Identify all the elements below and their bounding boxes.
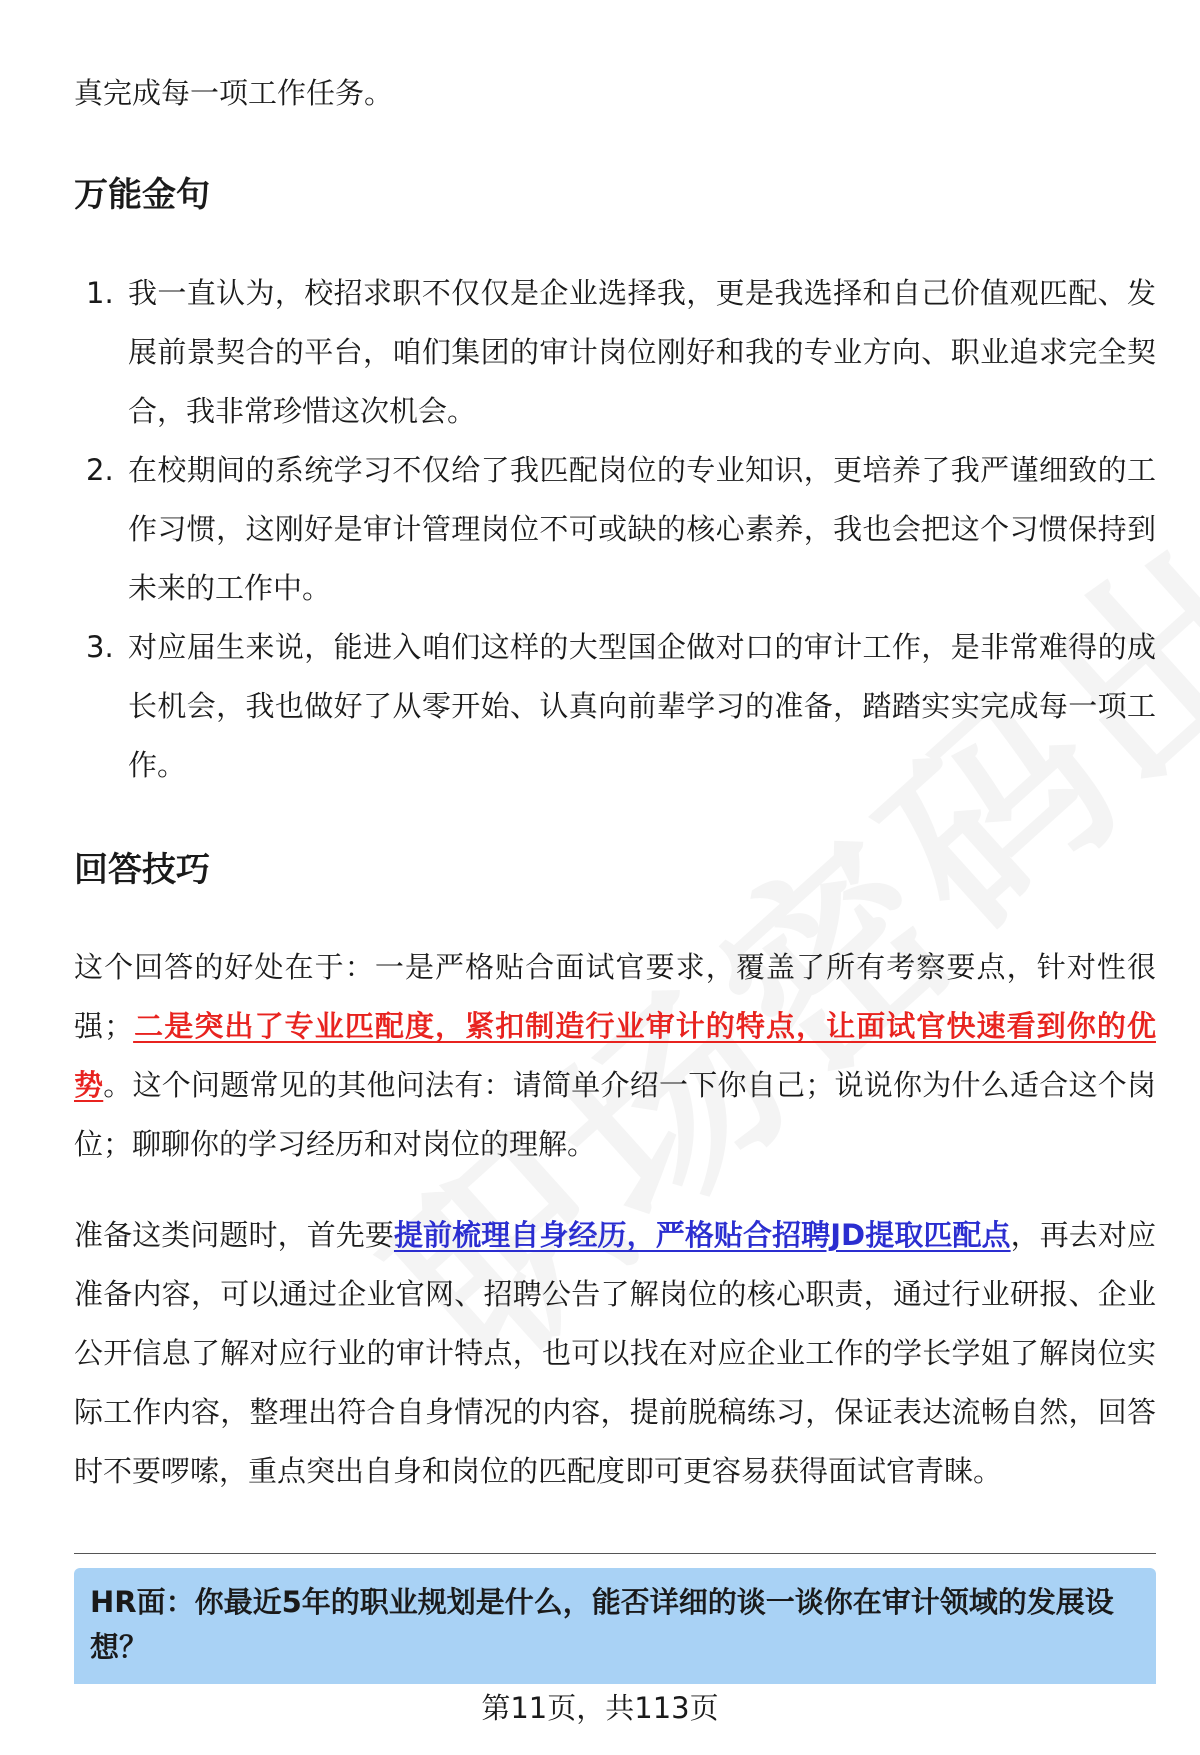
tips-text: 这个回答的好处在于：一是严格贴合面试官要求，覆盖了所有考察要点，针对性很强； [74, 950, 1156, 1043]
intro-paragraph: 真完成每一项工作任务。 [74, 76, 394, 110]
divider [74, 1553, 1156, 1554]
golden-sentences-list [74, 264, 1156, 795]
list-item [74, 441, 1156, 618]
list-item-number: 2. [86, 453, 114, 487]
tips-text: ，再去对应准备内容，可以通过企业官网、招聘公告了解岗位的核心职责，通过行业研报、企业公开信息了解对应行业的审计特点，也可以找在对应企业工作的学长学姐了解岗位实际工作内容，整理出符合自身情况的内容，提前脱稿练习，保证表达流畅自然，回答时不要啰嗦，重点突出自身和岗位的匹配度即可更容易获得面试官青睐。 [74, 1218, 1156, 1488]
tips-paragraph-1 [74, 938, 1156, 1174]
list-item-text: 在校期间的系统学习不仅给了我匹配岗位的专业知识，更培养了我严谨细致的工作习惯，这刚好是审计管理岗位不可或缺的核心素养，我也会把这个习惯保持到未来的工作中。 [128, 453, 1156, 605]
red-emphasis-text: 二是突出了专业匹配度，紧扣制造行业审计的特点，让面试官快速看到你的优势 [74, 1009, 1156, 1102]
tips-text: 。这个问题常见的其他问法有：请简单介绍一下你自己；说说你为什么适合这个岗位；聊聊你的学习经历和对岗位的理解。 [74, 1068, 1156, 1161]
list-item-text: 对应届生来说，能进入咱们这样的大型国企做对口的审计工作，是非常难得的成长机会，我也做好了从零开始、认真向前辈学习的准备，踏踏实实完成每一项工作。 [128, 630, 1156, 782]
blue-emphasis-text: 提前梳理自身经历，严格贴合招聘JD提取匹配点 [393, 1218, 1011, 1252]
page-number: 第11页，共113页 [481, 1691, 719, 1725]
section-heading-tips: 回答技巧 [74, 850, 210, 890]
list-item [74, 264, 1156, 441]
tips-paragraph-2 [74, 1206, 1156, 1501]
list-item-number: 1. [86, 276, 114, 310]
section-heading-golden: 万能金句 [74, 175, 210, 215]
tips-text: 准备这类问题时，首先要 [74, 1218, 394, 1252]
hr-question-box [74, 1568, 1156, 1684]
list-item-text: 我一直认为，校招求职不仅仅是企业选择我，更是我选择和自己价值观匹配、发展前景契合的平台，咱们集团的审计岗位刚好和我的专业方向、职业追求完全契合，我非常珍惜这次机会。 [128, 276, 1156, 428]
hr-question-text: HR面：你最近5年的职业规划是什么，能否详细的谈一谈你在审计领域的发展设想？ [90, 1585, 1114, 1664]
list-item-number: 3. [86, 630, 114, 664]
list-item [74, 618, 1156, 795]
